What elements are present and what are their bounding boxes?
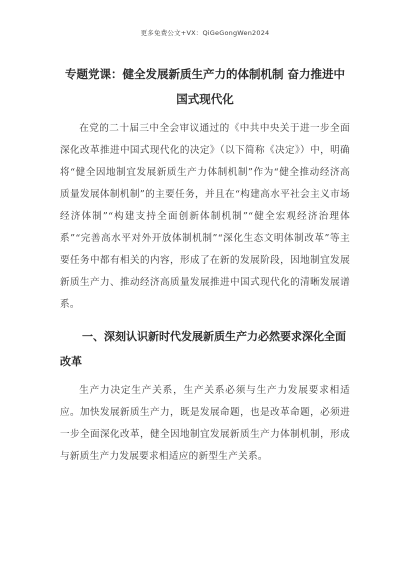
- header-note: 更多免费公文+VX：QiGeGongWen2024: [140, 29, 270, 37]
- section-paragraph: 生产力决定生产关系，生产关系必须与生产力发展要求相适应。加快发展新质生产力，既是发展命题，也是改革命题，必须进一步全面深化改革，健全因地制宜发展新质生产力体制机制，形成与新质生产力发展要求相适应的新型生产关系。: [60, 385, 350, 462]
- document-body: [60, 62, 350, 468]
- section-heading: 一、深刻认识新时代发展新质生产力必然要求深化全面改革: [60, 330, 346, 368]
- intro-paragraph: 在党的二十届三中全会审议通过的《中共中央关于进一步全面深化改革推进中国式现代化的决定》（以下简称《决定》）中，明确将“健全因地制宜发展新质生产力体制机制”作为“健全推动经济高质量发展体制机制”的主要任务，并且在“构建高水平社会主义市场经济体制”“构建支持全面创新体制机制”“健全宏观经济治理体系”“完善高水平对外开放体制机制”“深化生态文明体制改革”等主要任务中都有相关的内容，形成了在新的发展阶段，因地制宜发展新质生产力、推动经济高质量发展推进中国式现代化的清晰发展谱系。: [60, 123, 350, 310]
- document-title: 专题党课：健全发展新质生产力的体制机制 奋力推进中国式现代化: [64, 67, 345, 106]
